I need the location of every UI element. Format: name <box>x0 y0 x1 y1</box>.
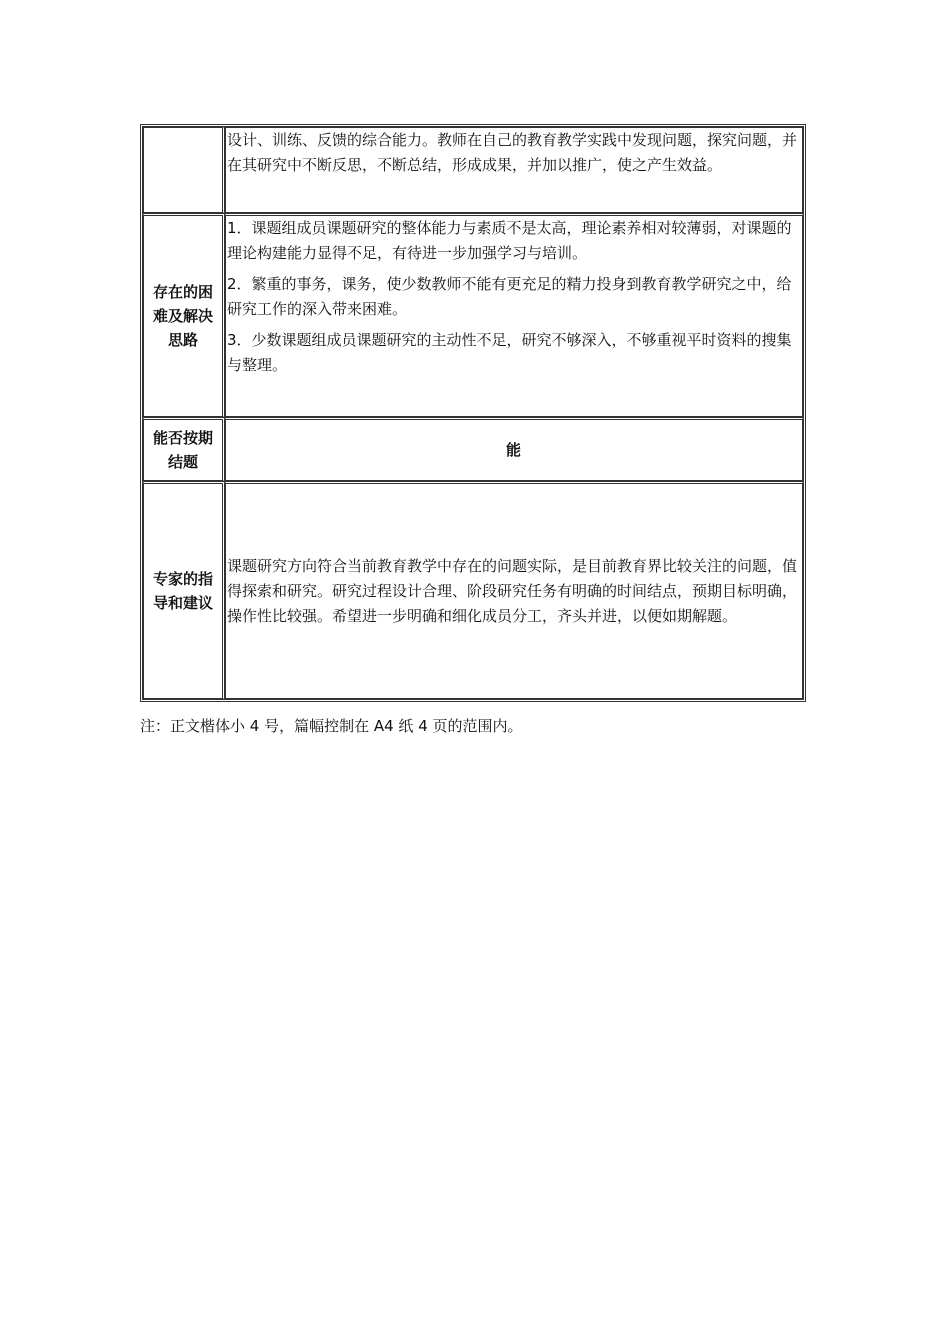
expert-advice-label: 专家的指导和建议 <box>143 481 225 699</box>
difficulty-item-2: 2．繁重的事务，课务，使少数教师不能有更充足的精力投身到教育教学研究之中，给研究工作的深入带来困难。 <box>227 275 792 318</box>
difficulty-item-3: 3．少数课题组成员课题研究的主动性不足，研究不够深入，不够重视平时资料的搜集与整理。 <box>227 331 792 374</box>
table-row-difficulties <box>143 213 803 417</box>
table-row-completion <box>143 417 803 481</box>
difficulties-label: 存在的困难及解决思路 <box>143 213 225 417</box>
expert-advice-content: 课题研究方向符合当前教育教学中存在的问题实际，是目前教育界比较关注的问题，值得探索和研究。研究过程设计合理、阶段研究任务有明确的时间结点，预期目标明确，操作性比较强。希望进一步明确和细化成员分工，齐头并进，以便如期解题。 <box>225 481 803 699</box>
completion-answer: 能 <box>225 417 803 481</box>
completion-label: 能否按期结题 <box>143 417 225 481</box>
report-table <box>140 124 806 702</box>
continuation-text: 设计、训练、反馈的综合能力。教师在自己的教育教学实践中发现问题，探究问题，并在其研究中不断反思，不断总结，形成成果，并加以推广，使之产生效益。 <box>225 127 803 213</box>
difficulties-content <box>225 213 803 417</box>
difficulty-item-1: 1．课题组成员课题研究的整体能力与素质不是太高，理论素养相对较薄弱，对课题的理论构建能力显得不足，有待进一步加强学习与培训。 <box>227 219 792 262</box>
table-row-continuation <box>143 127 803 213</box>
footnote: 注：正文楷体小 4 号，篇幅控制在 A4 纸 4 页的范围内。 <box>140 717 523 735</box>
row-label-empty <box>143 127 225 213</box>
table-row-expert-advice <box>143 481 803 699</box>
